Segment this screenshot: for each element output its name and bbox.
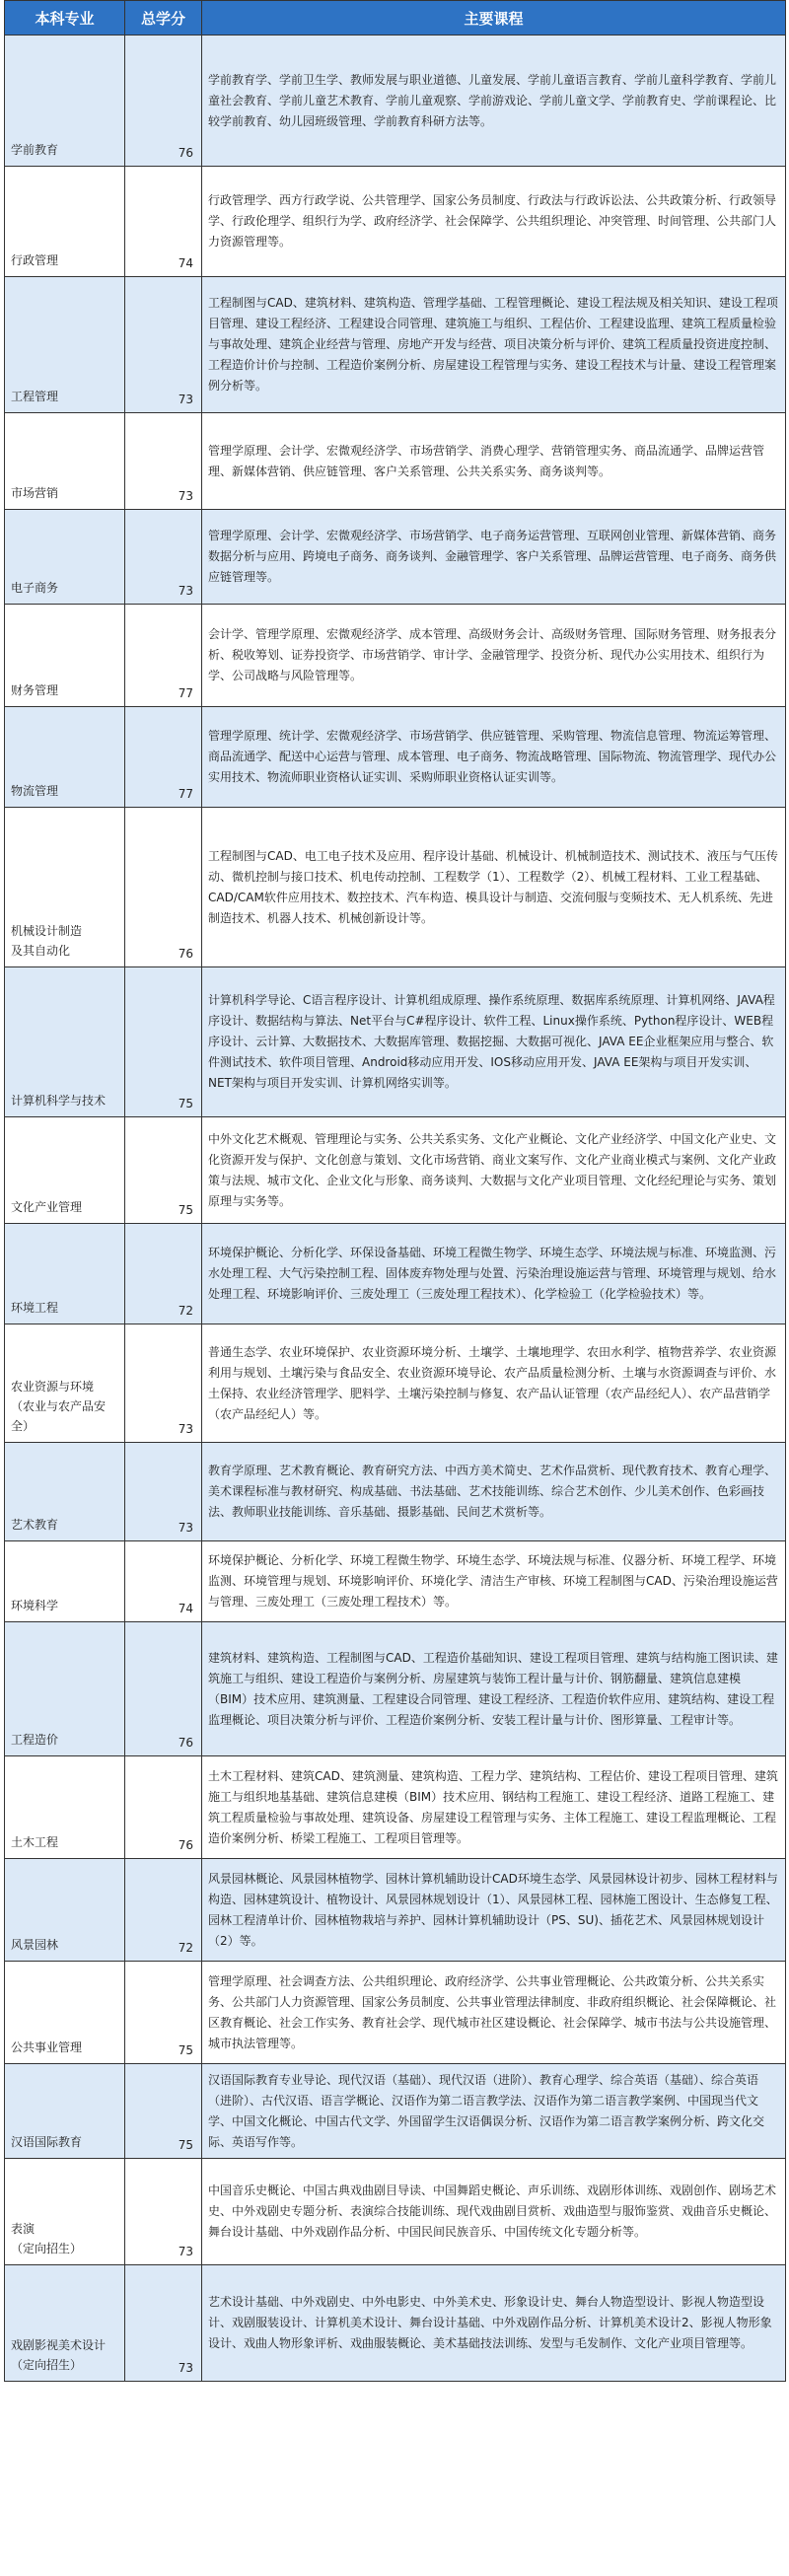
major-name-line: 公共事业管理: [11, 2040, 83, 2054]
header-major: 本科专业: [5, 1, 125, 36]
major-cell: [5, 707, 125, 808]
major-cell: [5, 510, 125, 605]
major-cell: [5, 1541, 125, 1622]
table-row: [5, 167, 786, 277]
major-name-line: （定向招生）: [11, 2242, 83, 2255]
table-body: [5, 36, 786, 2382]
major-name-line: 表演: [11, 2222, 36, 2236]
major-name-line: 全）: [11, 1419, 36, 1433]
courses-cell: 管理学原理、会计学、宏微观经济学、市场营销学、电子商务运营管理、互联网创业管理、新媒体营销、商务数据分析与应用、跨境电子商务、商务谈判、金融管理学、客户关系管理、品牌运营管理、电子商务、商务供应链管理等。: [202, 510, 786, 605]
major-name-line: 学前教育: [11, 143, 59, 157]
major-name-line: 戏剧影视美术设计: [11, 2338, 107, 2352]
courses-cell: 行政管理学、西方行政学说、公共管理学、国家公务员制度、行政法与行政诉讼法、公共政策分析、行政领导学、行政伦理学、组织行为学、政府经济学、社会保障学、公共组织理论、冲突管理、时间管理、公共部门人力资源管理等。: [202, 167, 786, 277]
table-row: [5, 1224, 786, 1324]
credits-cell: 73: [125, 510, 202, 605]
major-cell: [5, 2159, 125, 2265]
table-header-row: [5, 1, 786, 36]
table-row: [5, 1962, 786, 2064]
major-cell: [5, 2064, 125, 2159]
credits-cell: 73: [125, 277, 202, 413]
major-name-line: 及其自动化: [11, 944, 71, 958]
credits-cell: 72: [125, 1859, 202, 1962]
credits-cell: 73: [125, 1324, 202, 1443]
courses-cell: 风景园林概论、风景园林植物学、园林计算机辅助设计CAD环境生态学、风景园林设计初步、园林工程材料与构造、园林建筑设计、植物设计、风景园林规划设计（1）、风景园林工程、园林施工图设计、生态修复工程、园林工程清单计价、园林植物栽培与养护、园林计算机辅助设计（PS、SU)、插花艺术、风景园林规划设计（2）等。: [202, 1859, 786, 1962]
major-name-line: 土木工程: [11, 1835, 59, 1849]
courses-cell: 土木工程材料、建筑CAD、建筑测量、建筑构造、工程力学、建筑结构、工程估价、建设工程项目管理、建筑施工与组织地基基础、建筑信息建模（BIM）技术应用、钢结构工程施工、建设工程经济、道路工程施工、建筑工程质量检验与事故处理、建筑设备、房屋建设工程管理与实务、主体工程施工、建设工程监理概论、工程造价案例分析、桥梁工程施工、工程项目管理等。: [202, 1756, 786, 1859]
major-name-line: 电子商务: [11, 581, 59, 595]
major-name-line: 环境工程: [11, 1301, 59, 1315]
major-name-line: 工程造价: [11, 1733, 59, 1747]
major-cell: [5, 605, 125, 707]
table-row: [5, 808, 786, 967]
major-cell: [5, 967, 125, 1117]
credits-cell: 75: [125, 967, 202, 1117]
table-row: [5, 1117, 786, 1224]
curriculum-table-wrapper: [4, 0, 785, 2382]
major-cell: [5, 1117, 125, 1224]
courses-cell: 工程制图与CAD、建筑材料、建筑构造、管理学基础、工程管理概论、建设工程法规及相关知识、建设工程项目管理、建设工程经济、工程建设合同管理、建筑施工与组织、工程估价、工程建设监理、建筑工程质量检验与事故处理、建筑企业经营与管理、房地产开发与经营、项目决策分析与评价、建筑工程质量投资进度控制、工程造价计价与控制、工程造价案例分析、房屋建设工程管理与实务、建设工程技术与计量、建设工程管理案例分析等。: [202, 277, 786, 413]
major-cell: [5, 167, 125, 277]
table-row: [5, 2265, 786, 2382]
credits-cell: 73: [125, 2265, 202, 2382]
major-cell: [5, 1324, 125, 1443]
table-row: [5, 605, 786, 707]
courses-cell: 建筑材料、建筑构造、工程制图与CAD、工程造价基础知识、建设工程项目管理、建筑与结构施工图识读、建筑施工与组织、建设工程造价与案例分析、房屋建筑与装饰工程计量与计价、钢筋翻量、建筑信息建模（BIM）技术应用、建筑测量、工程建设合同管理、建设工程经济、工程造价软件应用、建筑结构、建设工程监理概论、项目决策分析与评价、工程造价案例分析、安装工程计量与计价、图形算量、工程审计等。: [202, 1622, 786, 1756]
major-cell: [5, 1224, 125, 1324]
major-name-line: 艺术教育: [11, 1518, 59, 1532]
major-name-line: 风景园林: [11, 1938, 59, 1952]
table-row: [5, 36, 786, 167]
courses-cell: 学前教育学、学前卫生学、教师发展与职业道德、儿童发展、学前儿童语言教育、学前儿童科学教育、学前儿童社会教育、学前儿童艺术教育、学前儿童观察、学前游戏论、学前儿童文学、学前教育史、学前课程论、比较学前教育、幼儿园班级管理、学前教育科研方法等。: [202, 36, 786, 167]
courses-cell: 普通生态学、农业环境保护、农业资源环境分析、土壤学、土壤地理学、农田水利学、植物营养学、农业资源利用与规划、土壤污染与食品安全、农业资源环境导论、农产品质量检测分析、土壤与水资源调查与评价、水土保持、农业经济管理学、肥料学、土壤污染控制与修复、农产品认证管理（农产品经纪人）、农产品营销学（农产品经纪人）等。: [202, 1324, 786, 1443]
credits-cell: 75: [125, 1962, 202, 2064]
table-row: [5, 1324, 786, 1443]
major-cell: [5, 1962, 125, 2064]
major-cell: [5, 36, 125, 167]
table-row: [5, 413, 786, 510]
major-name-line: 农业资源与环境: [11, 1380, 95, 1394]
curriculum-table: [4, 0, 786, 2382]
credits-cell: 76: [125, 1622, 202, 1756]
credits-cell: 74: [125, 1541, 202, 1622]
credits-cell: 73: [125, 2159, 202, 2265]
courses-cell: 中国音乐史概论、中国古典戏曲剧目导读、中国舞蹈史概论、声乐训练、戏剧形体训练、戏剧创作、剧场艺术史、中外戏剧史专题分析、表演综合技能训练、现代戏曲剧目赏析、戏曲造型与服饰鉴赏、戏曲音乐史概论、舞台设计基础、中外戏剧作品分析、中国民间民族音乐、中国传统文化专题分析等。: [202, 2159, 786, 2265]
table-row: [5, 1756, 786, 1859]
credits-cell: 76: [125, 808, 202, 967]
credits-cell: 77: [125, 605, 202, 707]
major-cell: [5, 1443, 125, 1541]
table-row: [5, 510, 786, 605]
courses-cell: 汉语国际教育专业导论、现代汉语（基础）、现代汉语（进阶）、教育心理学、综合英语（基础）、综合英语（进阶）、古代汉语、语言学概论、汉语作为第二语言教学法、汉语作为第二语言教学案例、中国现当代文学、中国文化概论、中国古代文学、外国留学生汉语偶误分析、汉语作为第二语言教学案例分析、跨文化交际、英语写作等。: [202, 2064, 786, 2159]
major-cell: [5, 1859, 125, 1962]
header-credits: 总学分: [125, 1, 202, 36]
table-row: [5, 277, 786, 413]
courses-cell: 教育学原理、艺术教育概论、教育研究方法、中西方美术简史、艺术作品赏析、现代教育技术、教育心理学、美术课程标准与教材研究、构成基础、书法基础、艺术技能训练、综合艺术创作、少儿美术创作、色彩画技法、教师职业技能训练、音乐基础、摄影基础、民间艺术赏析等。: [202, 1443, 786, 1541]
credits-cell: 76: [125, 36, 202, 167]
courses-cell: 中外文化艺术概观、管理理论与实务、公共关系实务、文化产业概论、文化产业经济学、中国文化产业史、文化资源开发与保护、文化创意与策划、文化市场营销、商业文案写作、文化产业商业模式与案例、文化产业政策与法规、城市文化、企业文化与形象、商务谈判、大数据与文化产业项目管理、文化经纪理论与实务、策划原理与实务等。: [202, 1117, 786, 1224]
table-row: [5, 2064, 786, 2159]
courses-cell: 工程制图与CAD、电工电子技术及应用、程序设计基础、机械设计、机械制造技术、测试技术、液压与气压传动、微机控制与接口技术、机电传动控制、工程数学（1）、工程数学（2）、机械工程材料、工业工程基础、CAD/CAM软件应用技术、数控技术、汽车构造、模具设计与制造、交流伺服与变频技术、无人机系统、先进制造技术、机器人技术、机械创新设计等。: [202, 808, 786, 967]
courses-cell: 艺术设计基础、中外戏剧史、中外电影史、中外美术史、形象设计史、舞台人物造型设计、影视人物造型设计、戏剧服装设计、计算机美术设计、舞台设计基础、中外戏剧作品分析、计算机美术设计2、影视人物形象设计、戏曲人物形象评析、戏曲服装概论、美术基础技法训练、发型与毛发制作、文化产业项目管理等。: [202, 2265, 786, 2382]
courses-cell: 管理学原理、会计学、宏微观经济学、市场营销学、消费心理学、营销管理实务、商品流通学、品牌运营管理、新媒体营销、供应链管理、客户关系管理、公共关系实务、商务谈判等。: [202, 413, 786, 510]
major-name-line: 财务管理: [11, 683, 59, 697]
table-row: [5, 1541, 786, 1622]
major-name-line: 机械设计制造: [11, 924, 83, 938]
table-row: [5, 1443, 786, 1541]
courses-cell: 环境保护概论、分析化学、环境工程微生物学、环境生态学、环境法规与标准、仪器分析、环境工程学、环境监测、环境管理与规划、环境影响评价、环境化学、清洁生产审核、环境工程制图与CAD、污染治理设施运营与管理、三废处理工（三废处理工程技术）等。: [202, 1541, 786, 1622]
courses-cell: 会计学、管理学原理、宏微观经济学、成本管理、高级财务会计、高级财务管理、国际财务管理、财务报表分析、税收筹划、证券投资学、市场营销学、审计学、金融管理学、投资分析、现代办公实用技术、组织行为学、公司战略与风险管理等。: [202, 605, 786, 707]
credits-cell: 74: [125, 167, 202, 277]
major-cell: [5, 1622, 125, 1756]
credits-cell: 75: [125, 2064, 202, 2159]
major-name-line: 物流管理: [11, 784, 59, 798]
courses-cell: 管理学原理、社会调查方法、公共组织理论、政府经济学、公共事业管理概论、公共政策分析、公共关系实务、公共部门人力资源管理、国家公务员制度、公共事业管理法律制度、非政府组织概论、社会保障概论、社区教育概论、社会工作实务、教育社会学、现代城市社区建设概论、社会保障学、城市书法与公共设施管理、城市执法管理等。: [202, 1962, 786, 2064]
major-cell: [5, 808, 125, 967]
table-row: [5, 1622, 786, 1756]
major-cell: [5, 277, 125, 413]
credits-cell: 73: [125, 1443, 202, 1541]
major-cell: [5, 2265, 125, 2382]
credits-cell: 75: [125, 1117, 202, 1224]
courses-cell: 计算机科学导论、C语言程序设计、计算机组成原理、操作系统原理、数据库系统原理、计算机网络、JAVA程序设计、数据结构与算法、Net平台与C#程序设计、软件工程、Linux操作系统、Python程序设计、WEB程序设计、云计算、大数据技术、大数据库管理、数据挖掘、大数据可视化、JAVA EE企业框架应用与整合、软件测试技术、软件项目管理、Android移动应用开发、IOS移动应用开发、JAVA EE架构与项目开发实训、NET架构与项目开发实训、计算机网络实训等。: [202, 967, 786, 1117]
major-name-line: 环境科学: [11, 1599, 59, 1612]
table-row: [5, 967, 786, 1117]
table-row: [5, 1859, 786, 1962]
header-courses: 主要课程: [202, 1, 786, 36]
major-name-line: （农业与农产品安: [11, 1399, 107, 1413]
major-name-line: （定向招生）: [11, 2358, 83, 2372]
major-cell: [5, 413, 125, 510]
major-name-line: 汉语国际教育: [11, 2135, 83, 2149]
major-name-line: 计算机科学与技术: [11, 1094, 107, 1108]
table-row: [5, 707, 786, 808]
major-name-line: 工程管理: [11, 390, 59, 403]
major-cell: [5, 1756, 125, 1859]
credits-cell: 73: [125, 413, 202, 510]
major-name-line: 行政管理: [11, 253, 59, 267]
credits-cell: 72: [125, 1224, 202, 1324]
credits-cell: 77: [125, 707, 202, 808]
major-name-line: 文化产业管理: [11, 1200, 83, 1214]
credits-cell: 76: [125, 1756, 202, 1859]
courses-cell: 环境保护概论、分析化学、环保设备基础、环境工程微生物学、环境生态学、环境法规与标准、环境监测、污水处理工程、大气污染控制工程、固体废弃物处理与处置、污染治理设施运营与管理、环境管理与规划、给水处理工程、环境影响评价、三废处理工（三废处理工程技术）、化学检验工（化学检验技术）等。: [202, 1224, 786, 1324]
table-row: [5, 2159, 786, 2265]
courses-cell: 管理学原理、统计学、宏微观经济学、市场营销学、供应链管理、采购管理、物流信息管理、物流运筹管理、商品流通学、配送中心运营与管理、成本管理、电子商务、物流战略管理、国际物流、物流管理学、现代办公实用技术、物流师职业资格认证实训、采购师职业资格认证实训等。: [202, 707, 786, 808]
major-name-line: 市场营销: [11, 486, 59, 500]
